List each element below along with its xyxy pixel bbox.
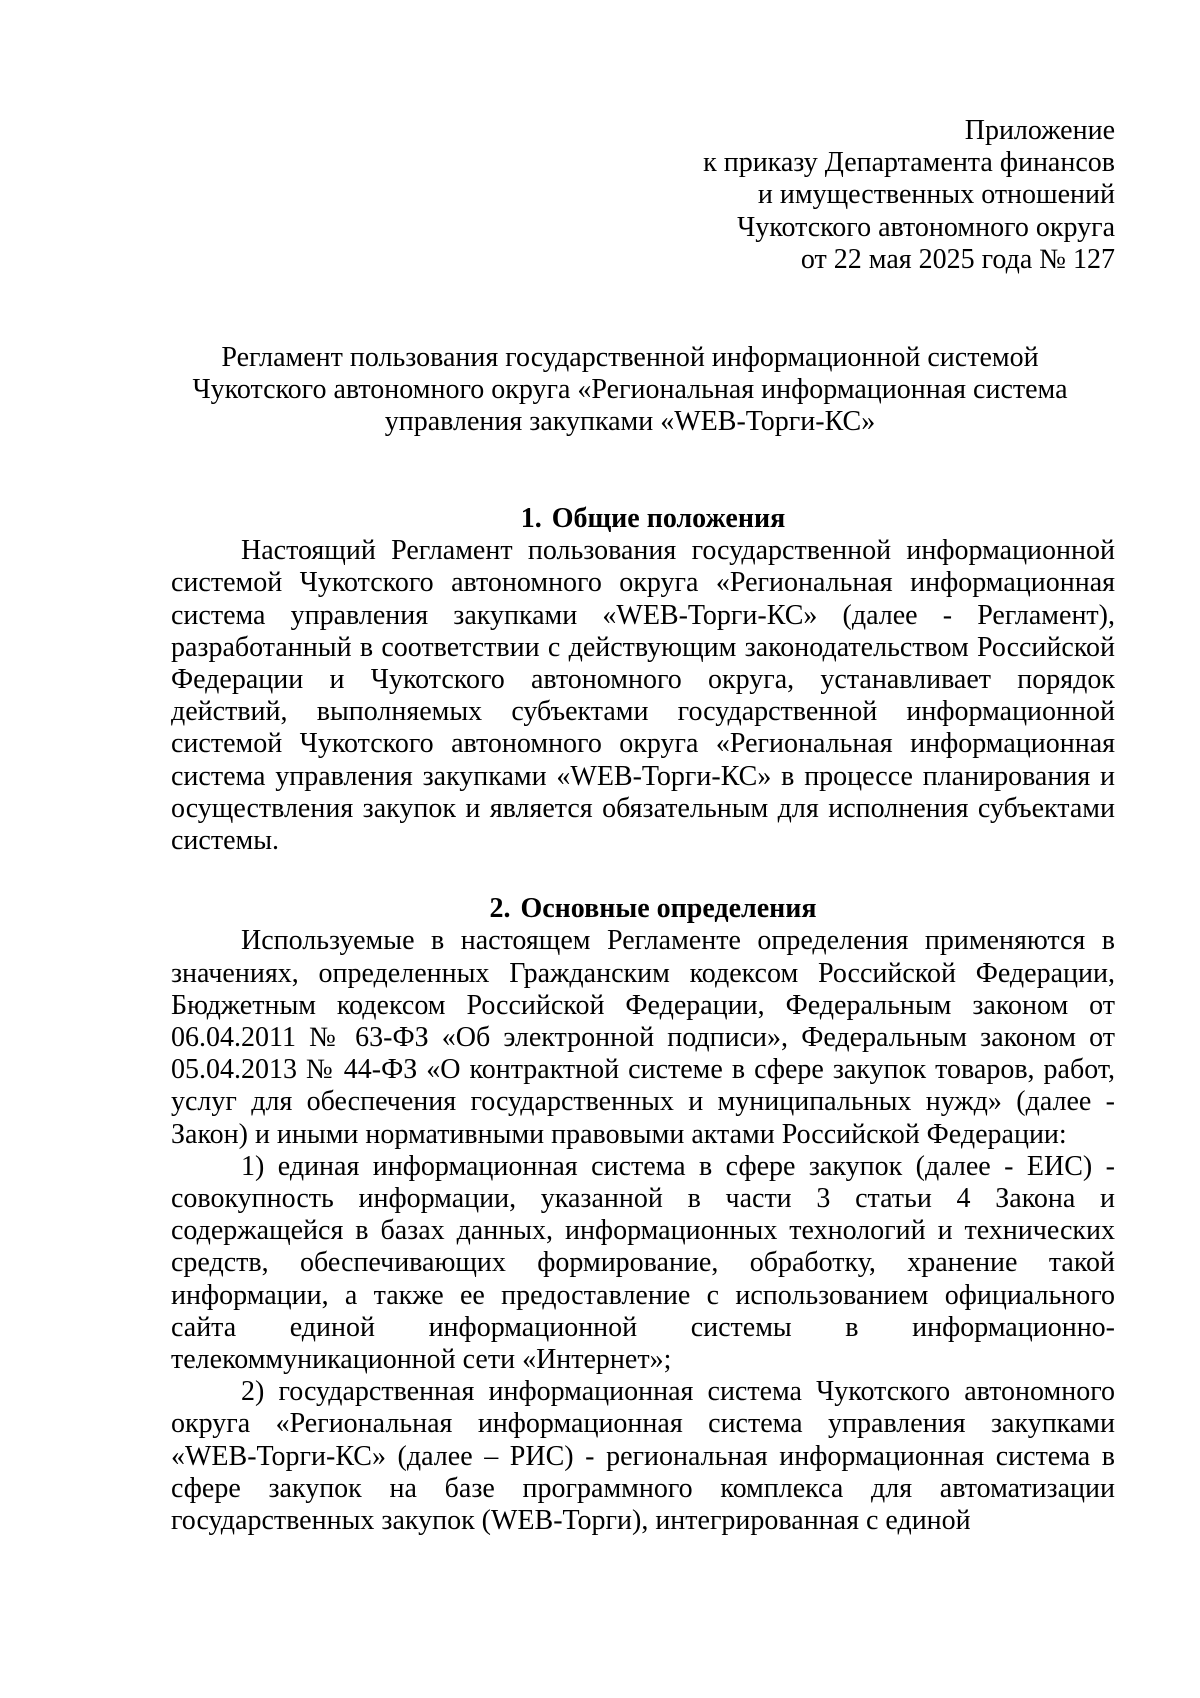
section-title: Общие положения — [551, 503, 786, 534]
appendix-line: Чукотского автономного округа — [737, 211, 1115, 243]
document-body — [171, 503, 1115, 1537]
section-number: 2. — [489, 893, 511, 925]
title-line: Регламент пользования государственной информационной системой — [221, 342, 1039, 373]
title-line: управления закупками «WEB-Торги-КС» — [384, 406, 876, 438]
section-number: 1. — [520, 503, 542, 534]
appendix-block — [595, 115, 1115, 276]
appendix-line: и имущественных отношений — [757, 179, 1115, 211]
paragraph: Используемые в настоящем Регламенте определения применяются в значениях, определенных Гражданским кодексом Российской Федерации, Бюджетным кодексом Российской Федерации, Федеральным законом от 06.04.2011 № 63-ФЗ «Об электронной подписи», Федеральным законом от 05.04.2013 № 44-ФЗ «О контрактной системе в сфере закупок товаров, работ, услуг для обеспечения государственных и муниципальных нужд» (далее - Закон) и иными нормативными правовыми актами Российской Федерации: — [171, 925, 1115, 1150]
paragraph: Настоящий Регламент пользования государственной информационной системой Чукотского автономного округа «Региональная информационная система управления закупками «WEB-Торги-КС» (далее - Регламент), разработанный в соответствии с действующим законодательством Российской Федерации и Чукотского автономного округа, устанавливает порядок действий, выполняемых субъектами государственной информационной системой Чукотского автономного округа «Региональная информационная система управления закупками «WEB-Торги-КС» в процессе планирования и осуществления закупок и является обязательным для исполнения субъектами системы. — [171, 535, 1115, 857]
appendix-line: к приказу Департамента финансов — [703, 147, 1115, 179]
section-gap — [171, 857, 1115, 893]
section-title: Основные определения — [520, 893, 817, 925]
appendix-line: Приложение — [964, 115, 1115, 146]
section-heading — [171, 503, 1115, 535]
definition-item: 1) единая информационная система в сфере закупок (далее - ЕИС) - совокупность информации, указанной в части 3 статьи 4 Закона и содержащейся в базах данных, информационных технологий и технических средств, обеспечивающих формирование, обработку, хранение такой информации, а также ее предоставление с использованием официального сайта единой информационной системы в информационно-телекоммуникационной сети «Интернет»; — [171, 1150, 1115, 1376]
appendix-line: от 22 мая 2025 года № 127 — [800, 243, 1115, 275]
document-title — [180, 342, 1080, 439]
title-line: Чукотского автономного округа «Региональная информационная система — [192, 374, 1068, 406]
definition-item: 2) государственная информационная система Чукотского автономного округа «Региональная информационная система управления закупками «WEB-Торги-КС» (далее – РИС) - региональная информационная система в сфере закупок на базе программного комплекса для автоматизации государственных закупок (WEB-Торги), интегрированная с единой — [171, 1376, 1115, 1537]
section-heading — [171, 893, 1115, 925]
